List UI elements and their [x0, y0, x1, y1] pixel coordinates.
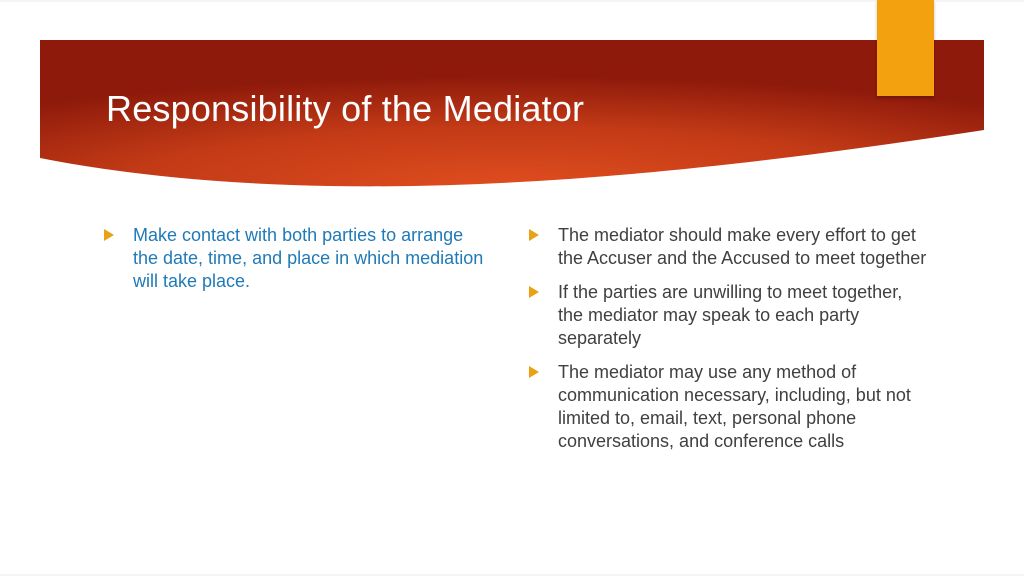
list-item [529, 224, 929, 270]
triangle-bullet-icon [104, 229, 114, 241]
list-item-text: If the parties are unwilling to meet together, the mediator may speak to each party separately [558, 282, 903, 348]
list-item-text: The mediator may use any method of communication necessary, including, but not limited to, email, text, personal phone conversations, and conference calls [558, 362, 911, 451]
triangle-bullet-icon [529, 286, 539, 298]
page-title: Responsibility of the Mediator [106, 88, 585, 129]
triangle-bullet-icon [529, 229, 539, 241]
list-item [104, 224, 484, 293]
title-banner [40, 40, 984, 190]
list-item [529, 361, 929, 453]
list-item-text: The mediator should make every effort to get the Accuser and the Accused to meet together [558, 225, 927, 268]
right-column [529, 224, 929, 464]
accent-tab [877, 0, 934, 96]
left-column [104, 224, 484, 304]
list-item [529, 281, 929, 350]
top-border [0, 0, 1024, 2]
list-item-text: Make contact with both parties to arrange the date, time, and place in which mediation will take place. [133, 225, 484, 291]
triangle-bullet-icon [529, 366, 539, 378]
